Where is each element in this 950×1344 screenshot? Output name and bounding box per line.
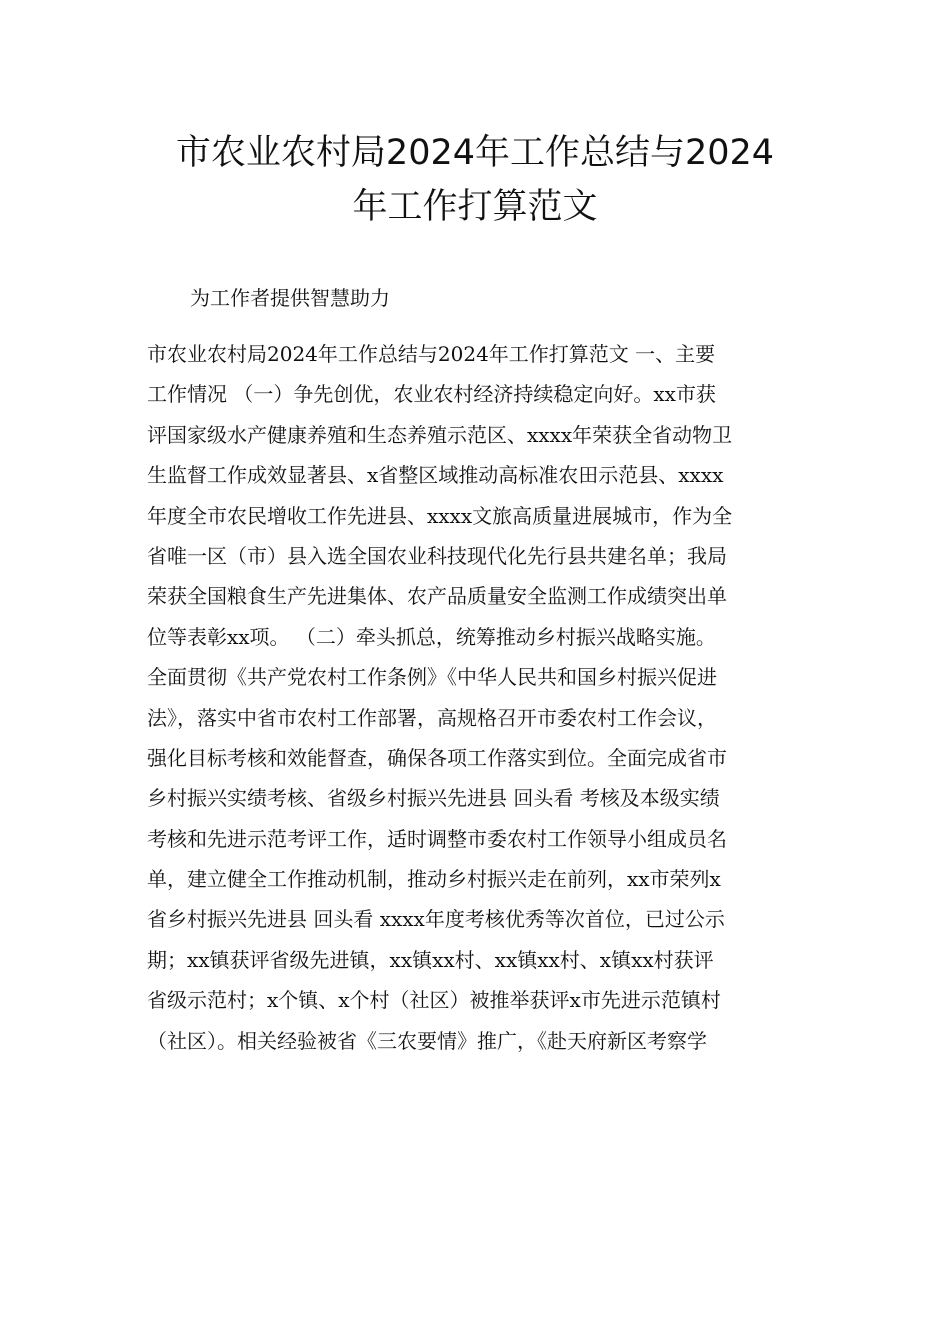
body-line: 省乡村振兴先进县 回头看 xxxx年度考核优秀等次首位，已过公示 — [147, 907, 725, 932]
body-line: （社区）。相关经验被省《三农要情》推广，《赴天府新区考察学 — [147, 1028, 707, 1053]
body-line: 省级示范村；x个镇、x个村（社区）被推举获评x市先进示范镇村 — [147, 988, 721, 1013]
document-title — [120, 126, 830, 234]
body-line: 评国家级水产健康养殖和生态养殖示范区、xxxx年荣获全省动物卫 — [147, 422, 733, 447]
body-line: 期；xx镇获评省级先进镇，xx镇xx村、xx镇xx村、x镇xx村获评 — [147, 947, 714, 972]
document-title-line-2: 年工作打算范文 — [352, 187, 598, 227]
body-line: 生监督工作成效显著县、x省整区域推动高标准农田示范县、xxxx — [147, 463, 724, 488]
body-line: 强化目标考核和效能督查，确保各项工作落实到位。全面完成省市 — [147, 745, 727, 770]
document-title-line-1: 市农业农村局2024年工作总结与2024 — [175, 133, 775, 173]
body-line: 单，建立健全工作推动机制，推动乡村振兴走在前列，xx市荣列x — [147, 867, 721, 892]
body-line: 全面贯彻《共产党农村工作条例》《中华人民共和国乡村振兴促进 — [147, 665, 717, 690]
body-line: 考核和先进示范考评工作，适时调整市委农村工作领导小组成员名 — [147, 826, 727, 851]
document-body — [147, 334, 817, 1061]
body-line: 省唯一区（市）县入选全国农业科技现代化先行县共建名单；我局 — [147, 543, 727, 568]
body-line: 法》，落实中省市农村工作部署，高规格召开市委农村工作会议， — [147, 705, 717, 730]
body-line: 位等表彰xx项。 （二）牵头抓总，统筹推动乡村振兴战略实施。 — [147, 624, 716, 649]
body-line: 乡村振兴实绩考核、省级乡村振兴先进县 回头看 考核及本级实绩 — [147, 786, 720, 811]
body-line: 市农业农村局2024年工作总结与2024年工作打算范文 一、主要 — [147, 342, 716, 366]
body-line: 荣获全国粮食生产先进集体、农产品质量安全监测工作成绩突出单 — [147, 584, 727, 609]
document-slogan: 为工作者提供智慧助力 — [190, 286, 390, 310]
body-line: 年度全市农民增收工作先进县、xxxx文旅高质量进展城市，作为全 — [147, 503, 733, 528]
body-line: 工作情况 （一）争先创优，农业农村经济持续稳定向好。xx市获 — [147, 382, 716, 407]
